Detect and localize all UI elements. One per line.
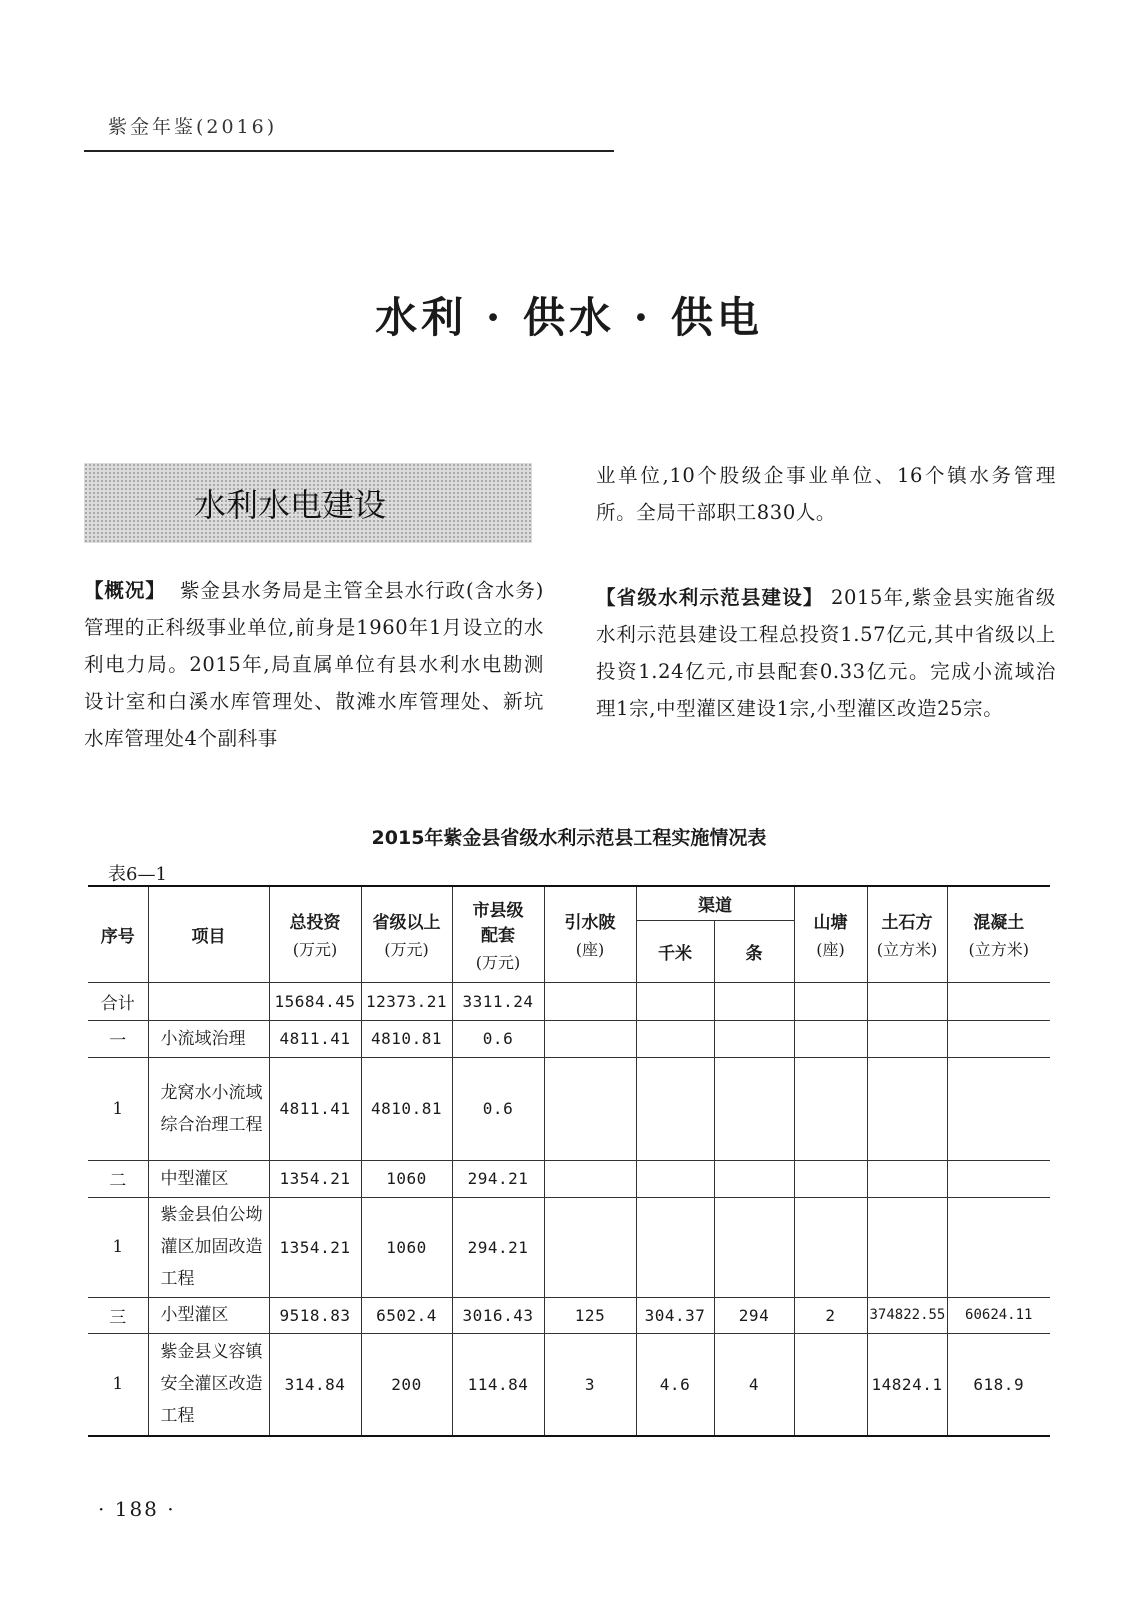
- cell-earth: [867, 1197, 947, 1297]
- table-row: [88, 1057, 1050, 1160]
- cell-seq: 1: [88, 1197, 148, 1297]
- section-title: 水利水电建设: [194, 486, 387, 524]
- cell-km: [636, 982, 714, 1020]
- cell-project: 小流域治理: [148, 1020, 269, 1057]
- table-row: [88, 1297, 1050, 1333]
- cell-concrete: [947, 1160, 1050, 1197]
- cell-pond: 2: [794, 1297, 867, 1333]
- cell-project: 龙窝水小流域综合治理工程: [148, 1057, 269, 1160]
- cell-city: 3311.24: [452, 982, 544, 1020]
- header-earthwork: 土石方 (立方米): [867, 886, 947, 982]
- cell-earth: [867, 1020, 947, 1057]
- cell-concrete: [947, 1197, 1050, 1297]
- cell-prov: 6502.4: [361, 1297, 452, 1333]
- header-canal-count: 条: [714, 920, 794, 982]
- cell-count: [714, 982, 794, 1020]
- running-head: 紫金年鉴(2016): [108, 116, 278, 138]
- cell-project: 小型灌区: [148, 1297, 269, 1333]
- overview-continued-text: 业单位,10个股级企事业单位、16个镇水务管理所。全局干部职工830人。: [596, 464, 1056, 524]
- cell-prov: 1060: [361, 1197, 452, 1297]
- cell-concrete: 60624.11: [947, 1297, 1050, 1333]
- header-total-investment: 总投资 (万元): [269, 886, 361, 982]
- cell-concrete: [947, 982, 1050, 1020]
- cell-weir: [544, 1197, 636, 1297]
- cell-count: 4: [714, 1333, 794, 1436]
- cell-pond: [794, 1020, 867, 1057]
- cell-weir: 125: [544, 1297, 636, 1333]
- overview-continued-paragraph: [596, 457, 1056, 531]
- cell-earth: 14824.1: [867, 1333, 947, 1436]
- cell-pond: [794, 1333, 867, 1436]
- header-canal: 渠道: [636, 886, 794, 920]
- cell-total: 15684.45: [269, 982, 361, 1020]
- cell-concrete: 618.9: [947, 1333, 1050, 1436]
- cell-seq: 二: [88, 1160, 148, 1197]
- cell-pond: [794, 1057, 867, 1160]
- table-title: 2015年紫金县省级水利示范县工程实施情况表: [371, 827, 767, 849]
- cell-km: [636, 1197, 714, 1297]
- cell-total: 1354.21: [269, 1197, 361, 1297]
- cell-total: 1354.21: [269, 1160, 361, 1197]
- cell-earth: [867, 1057, 947, 1160]
- cell-prov: 4810.81: [361, 1020, 452, 1057]
- cell-km: [636, 1020, 714, 1057]
- cell-pond: [794, 1197, 867, 1297]
- table-row: [88, 1333, 1050, 1436]
- cell-count: 294: [714, 1297, 794, 1333]
- cell-project: 中型灌区: [148, 1160, 269, 1197]
- cell-pond: [794, 1160, 867, 1197]
- cell-earth: [867, 1160, 947, 1197]
- cell-concrete: [947, 1057, 1050, 1160]
- cell-city: 3016.43: [452, 1297, 544, 1333]
- cell-pond: [794, 982, 867, 1020]
- cell-km: 4.6: [636, 1333, 714, 1436]
- header-provincial: 省级以上 (万元): [361, 886, 452, 982]
- cell-city: 114.84: [452, 1333, 544, 1436]
- cell-seq: 合计: [88, 982, 148, 1020]
- header-canal-km: 千米: [636, 920, 714, 982]
- cell-city: 294.21: [452, 1160, 544, 1197]
- cell-weir: [544, 1020, 636, 1057]
- demo-county-paragraph: [596, 579, 1056, 727]
- cell-project: 紫金县伯公坳灌区加固改造工程: [148, 1197, 269, 1297]
- cell-km: 304.37: [636, 1297, 714, 1333]
- cell-city: 294.21: [452, 1197, 544, 1297]
- overview-paragraph: [84, 572, 544, 757]
- cell-weir: 3: [544, 1333, 636, 1436]
- section-heading-box: [84, 463, 532, 543]
- cell-concrete: [947, 1020, 1050, 1057]
- table-label: 表6—1: [108, 864, 167, 885]
- implementation-table: [88, 885, 1050, 1437]
- page-number: · 188 ·: [98, 1497, 176, 1521]
- cell-total: 9518.83: [269, 1297, 361, 1333]
- cell-count: [714, 1057, 794, 1160]
- cell-weir: [544, 1057, 636, 1160]
- overview-text: 紫金县水务局是主管全县水行政(含水务)管理的正科级事业单位,前身是1960年1月设立的水利电力局。2015年,局直属单位有县水利水电勘测设计室和白溪水库管理处、散滩水库管理处、新坑水库管理处4个副科事: [84, 579, 544, 750]
- cell-seq: 三: [88, 1297, 148, 1333]
- cell-prov: 200: [361, 1333, 452, 1436]
- header-seq: 序号: [88, 886, 148, 982]
- table-row: [88, 982, 1050, 1020]
- cell-seq: 1: [88, 1333, 148, 1436]
- cell-weir: [544, 982, 636, 1020]
- header-pond: 山塘 (座): [794, 886, 867, 982]
- cell-project: [148, 982, 269, 1020]
- cell-count: [714, 1197, 794, 1297]
- header-project: 项目: [148, 886, 269, 982]
- cell-total: 4811.41: [269, 1020, 361, 1057]
- table-row: [88, 1197, 1050, 1297]
- cell-earth: [867, 982, 947, 1020]
- header-weir: 引水陂 (座): [544, 886, 636, 982]
- cell-project: 紫金县义容镇安全灌区改造工程: [148, 1333, 269, 1436]
- cell-total: 4811.41: [269, 1057, 361, 1160]
- overview-keyword: 【概况】: [84, 579, 166, 602]
- cell-city: 0.6: [452, 1057, 544, 1160]
- demo-county-keyword: 【省级水利示范县建设】: [596, 586, 824, 609]
- cell-count: [714, 1160, 794, 1197]
- cell-total: 314.84: [269, 1333, 361, 1436]
- cell-weir: [544, 1160, 636, 1197]
- cell-earth: 374822.55: [867, 1297, 947, 1333]
- table-row: [88, 1020, 1050, 1057]
- cell-city: 0.6: [452, 1020, 544, 1057]
- cell-prov: 1060: [361, 1160, 452, 1197]
- header-city-county: 市县级配套 (万元): [452, 886, 544, 982]
- cell-prov: 12373.21: [361, 982, 452, 1020]
- cell-km: [636, 1057, 714, 1160]
- header-concrete: 混凝土 (立方米): [947, 886, 1050, 982]
- header-rule: [84, 150, 614, 152]
- table-row: [88, 1160, 1050, 1197]
- demo-county-text: 2015年,紫金县实施省级水利示范县建设工程总投资1.57亿元,其中省级以上投资1.24亿元,市县配套0.33亿元。完成小流域治理1宗,中型灌区建设1宗,小型灌区改造25宗。: [596, 586, 1056, 720]
- cell-count: [714, 1020, 794, 1057]
- cell-seq: 1: [88, 1057, 148, 1160]
- cell-km: [636, 1160, 714, 1197]
- cell-seq: 一: [88, 1020, 148, 1057]
- cell-prov: 4810.81: [361, 1057, 452, 1160]
- chapter-title: 水利 · 供水 · 供电: [375, 293, 763, 342]
